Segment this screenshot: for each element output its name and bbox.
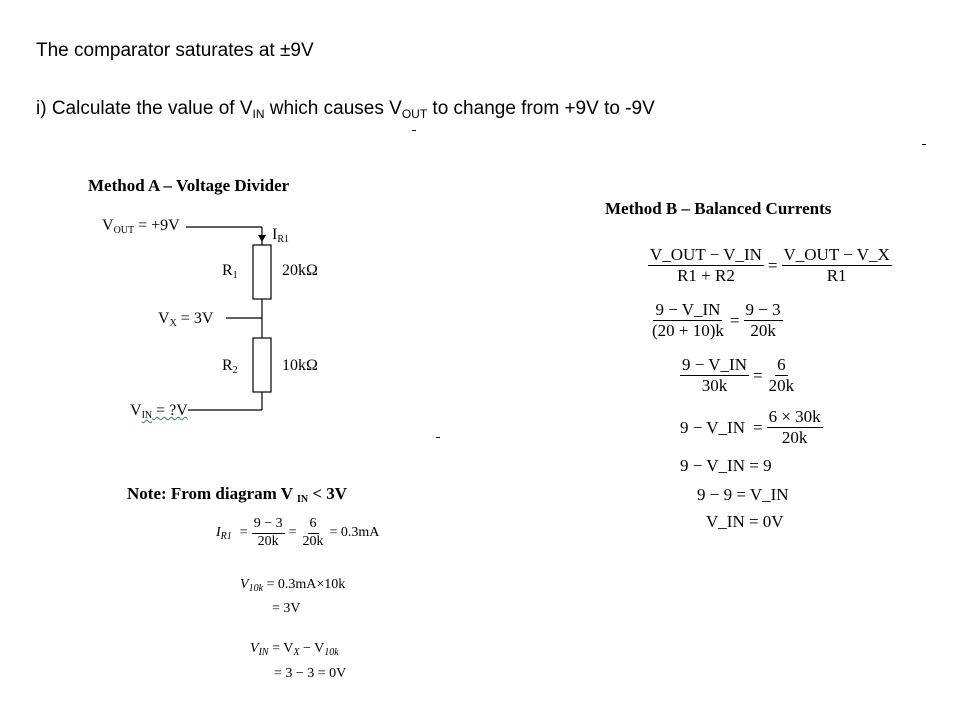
vin-subscript: IN	[252, 107, 265, 121]
note-equation-v10k-result: = 3V	[272, 601, 301, 616]
vx-label: VX = 3V	[158, 310, 214, 329]
heading-line-2-mid: which causes V	[264, 98, 402, 119]
r1-value: 20kΩ	[282, 262, 318, 279]
heading-line-2-prefix: i) Calculate the value of V	[36, 98, 253, 119]
method-b-row-2: $\frac{9 - V\_IN}{(20 + 10)k}$ = $\frac{9 - 3}{20k}$	[652, 300, 781, 341]
method-b-row-6: 9 − 9 = V_IN	[697, 485, 789, 504]
method-b-title: Method B – Balanced Currents	[605, 199, 832, 218]
note-equation-v10k: $V_{10k} = 0.3mA\times 10k$	[240, 577, 346, 594]
method-a-title: Method A – Voltage Divider	[88, 176, 290, 195]
vin-label: VIN = ?V	[130, 402, 188, 421]
vout-label: VOUT = +9V	[102, 217, 180, 236]
note-equation-current: $I_{R1}$ = $\frac{9 - 3}{20k}$ = $\frac{6}{20k}$ = 0.3mA	[216, 516, 380, 549]
method-b-row-1: $\frac{\text{V\_OUT − V\_IN}}{R1 + R2}$ = $\frac{\text{V\_OUT − V\_X}}{R1}$	[650, 245, 890, 286]
note-equation-vin-result: = 3 − 3 = 0V	[274, 666, 347, 681]
r2-value: 10kΩ	[282, 357, 318, 374]
r2-resistor	[253, 338, 271, 392]
heading-line-2-suffix: to change from +9V to -9V	[427, 98, 655, 119]
note-equation-vin: $V_{IN} = V_X - V_{10k}$	[250, 641, 339, 658]
method-b-row-3: $\frac{9 - V\_IN}{30k}$ = $\frac{6}{20k}$	[682, 355, 795, 396]
current-label: IR1	[272, 226, 289, 245]
method-b-row-5: 9 − V_IN = 9	[680, 456, 772, 475]
method-b-row-4: 9 − V_IN = $\frac{6 \times 30k}{20k}$	[680, 407, 821, 448]
current-arrow-icon	[258, 235, 266, 242]
r1-resistor	[253, 245, 271, 299]
method-b-row-7: V_IN = 0V	[706, 512, 784, 531]
note-heading: Note: From diagram V IN < 3V	[127, 484, 348, 505]
r1-label: R1	[222, 262, 238, 281]
heading-line-1: The comparator saturates at ±9V	[36, 40, 314, 61]
r2-label: R2	[222, 357, 238, 376]
vout-subscript: OUT	[401, 107, 428, 121]
